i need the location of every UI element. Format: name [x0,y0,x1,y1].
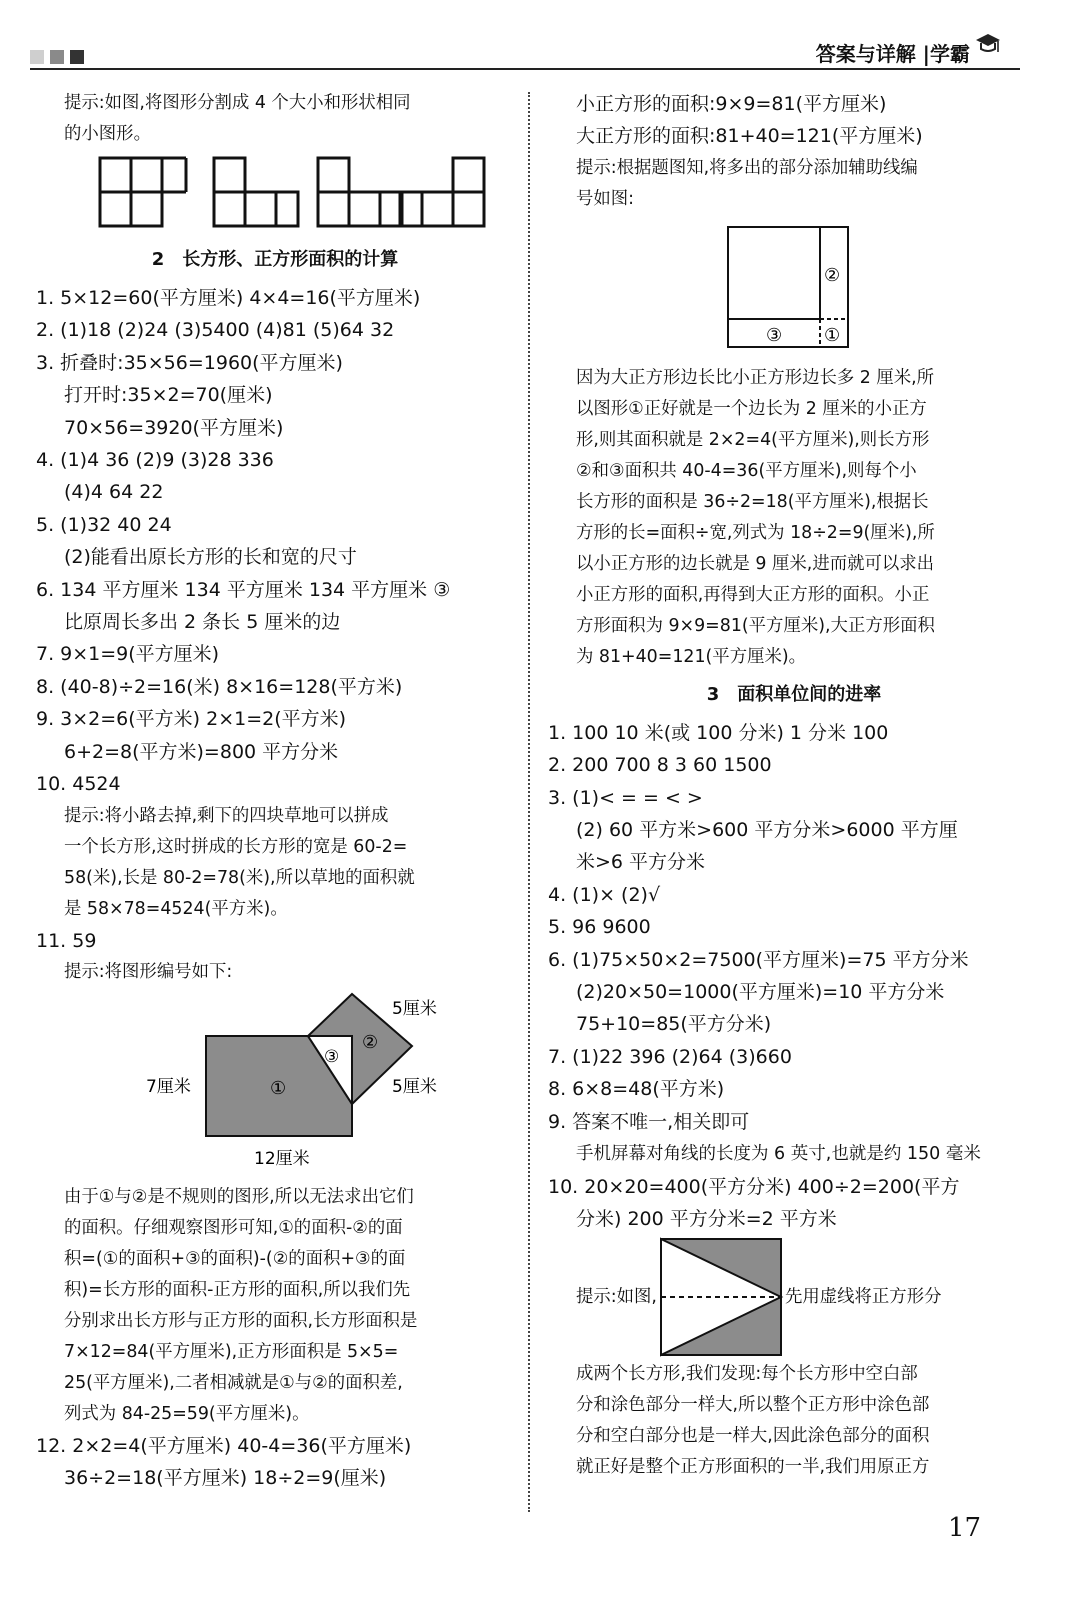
circled-2-label: ② [824,264,841,286]
explain-line: 由于①与②是不规则的图形,所以无法求出它们 [64,1186,414,1207]
explain-line: 分别求出长方形与正方形的面积,长方形面积是 [64,1310,418,1331]
header-square-3 [70,50,84,64]
answer-line: 小正方形的面积:9×9=81(平方厘米) [576,93,887,115]
explain-line: 形,则其面积就是 2×2=4(平方厘米),则长方形 [576,429,930,450]
section-2-heading [36,238,514,282]
answer-line: 12. 2×2=4(平方厘米) 40-4=36(平方厘米) [36,1434,412,1457]
hint-left-text: 提示:如图, [576,1286,657,1307]
answer-line: (2) 60 平方米>600 平方分米>6000 平方厘 [576,819,958,842]
side-label-12cm: 12厘米 [254,1148,310,1169]
section-3-heading [548,673,1040,717]
answer-line: 打开时:35×2=70(厘米) [64,384,273,407]
answer-line: 9. 答案不唯一,相关即可 [548,1110,750,1133]
answer-line: 10. 4524 [36,773,121,796]
explain-line: 长方形的面积是 36÷2=18(平方厘米),根据长 [576,491,929,512]
section-number: 3 [706,683,720,705]
answer-line: 4. (1)× (2)√ [548,883,661,906]
explain-line: 分和空白部分也是一样大,因此涂色部分的面积 [576,1426,930,1447]
circled-1-label: ① [270,1077,287,1099]
page-header [30,30,1020,70]
answer-line: 6. 134 平方厘米 134 平方厘米 134 平方厘米 ③ [36,578,451,601]
answer-line: 8. (40-8)÷2=16(米) 8×16=128(平方米) [36,675,403,698]
square-triangle-figure [657,1235,785,1359]
circled-3-label: ③ [766,324,783,346]
circled-2-label: ② [362,1031,379,1053]
explain-line: 方形面积为 9×9=81(平方厘米),大正方形面积 [576,615,935,636]
explain-line: 25(平方厘米),二者相减就是①与②的面积差, [64,1372,403,1393]
answer-line: 米>6 平方分米 [576,851,706,874]
side-label-7cm: 7厘米 [146,1076,191,1097]
answer-line: 2. 200 700 8 3 60 1500 [548,754,772,777]
left-column [36,88,514,1495]
hint-line: 提示:根据题图知,将多出的部分添加辅助线编 [576,157,918,178]
answer-line: 比原周长多出 2 条长 5 厘米的边 [64,611,341,634]
explain-line: 积=(①的面积+③的面积)-(②的面积+③的面 [64,1248,406,1269]
answer-line: (2)能看出原长方形的长和宽的尺寸 [64,546,357,569]
section-title: 面积单位间的进率 [737,683,882,705]
column-divider [528,92,530,1512]
answer-line: 5. (1)32 40 24 [36,513,172,536]
answer-line: 8. 6×8=48(平方米) [548,1078,725,1101]
hint-line: 提示:如图,将图形分割成 4 个大小和形状相同 [64,93,411,113]
section-number: 2 [151,249,165,270]
answer-line: 1. 5×12=60(平方厘米) 4×4=16(平方厘米) [36,287,421,309]
hint-right-text: 先用虚线将正方形分 [784,1286,942,1307]
header-square-2 [50,50,64,64]
answer-line: 1. 100 10 米(或 100 分米) 1 分米 100 [548,721,889,744]
explain-line: 方形的长=面积÷宽,列式为 18÷2=9(厘米),所 [576,522,935,543]
answer-line: 70×56=3920(平方厘米) [64,416,284,439]
answer-line: 大正方形的面积:81+40=121(平方厘米) [576,125,923,148]
answer-line: 手机屏幕对角线的长度为 6 英寸,也就是约 150 毫米 [576,1144,981,1165]
answer-line: 3. (1)< = = < > [548,786,703,809]
square-split-figure [548,219,1028,359]
explain-line: 分和涂色部分一样大,所以整个正方形中涂色部 [576,1395,930,1416]
circled-3-label: ③ [324,1046,340,1067]
explain-line: 就正好是整个正方形面积的一半,我们用原正方 [576,1457,930,1478]
hint-line: 提示:将小路去掉,剩下的四块草地可以拼成 [64,805,389,826]
answer-line: (4)4 64 22 [64,481,164,504]
explain-line: 积)=长方形的面积-正方形的面积,所以我们先 [64,1279,411,1300]
hint-line: 58(米),长是 80-2=78(米),所以草地的面积就 [64,867,415,888]
explain-line: 小正方形的面积,再得到大正方形的面积。小正 [576,584,930,605]
answer-line: 7. (1)22 396 (2)64 (3)660 [548,1045,792,1068]
side-label-5cm-top: 5厘米 [392,998,437,1019]
answer-line: 分米) 200 平方分米=2 平方米 [576,1207,837,1230]
answer-line: 6. (1)75×50×2=7500(平方厘米)=75 平方分米 [548,948,969,971]
answer-line: 10. 20×20=400(平方分米) 400÷2=200(平方 [548,1175,960,1198]
side-label-5cm-bottom: 5厘米 [392,1076,437,1097]
answer-line: 4. (1)4 36 (2)9 (3)28 336 [36,449,274,472]
explain-line: 以小正方形的边长就是 9 厘米,进而就可以求出 [576,553,935,574]
hint-10-row [548,1235,1040,1359]
answer-line: 9. 3×2=6(平方米) 2×1=2(平方米) [36,708,347,731]
answer-line: 6+2=8(平方米)=800 平方分米 [64,740,339,763]
explain-line: 为 81+40=121(平方厘米)。 [576,646,807,667]
explain-line: 的面积。仔细观察图形可知,①的面积-②的面 [64,1217,403,1238]
split-shapes-figure [36,154,506,234]
explain-line: 成两个长方形,我们发现:每个长方形中空白部 [576,1364,918,1385]
rectangle-square-figure [36,992,506,1178]
answer-line: (2)20×50=1000(平方厘米)=10 平方分米 [576,981,945,1004]
explain-line: 7×12=84(平方厘米),正方形面积是 5×5= [64,1341,399,1362]
hint-line: 号如图: [576,188,635,209]
hint-line: 的小图形。 [64,124,151,144]
circled-1-label: ① [824,324,841,346]
header-brand: 答案与详解 |学霸 [815,42,970,66]
answer-line: 36÷2=18(平方厘米) 18÷2=9(厘米) [64,1467,387,1490]
explain-line: 列式为 84-25=59(平方厘米)。 [64,1403,310,1424]
answer-line: 75+10=85(平方分米) [576,1013,772,1036]
right-column [548,88,1040,1483]
graduation-cap-icon [974,32,1002,58]
answer-line: 7. 9×1=9(平方厘米) [36,643,220,666]
answer-line: 5. 96 9600 [548,916,651,939]
header-square-1 [30,50,44,64]
answer-line: 3. 折叠时:35×56=1960(平方厘米) [36,351,343,374]
explain-line: 以图形①正好就是一个边长为 2 厘米的小正方 [576,398,927,419]
page-number: 17 [948,1513,982,1543]
answer-line: 2. (1)18 (2)24 (3)5400 (4)81 (5)64 32 [36,319,395,342]
section-title: 长方形、正方形面积的计算 [182,249,399,270]
hint-line: 是 58×78=4524(平方米)。 [64,898,288,919]
explain-line: 因为大正方形边长比小正方形边长多 2 厘米,所 [576,367,935,388]
answer-line: 11. 59 [36,929,97,952]
hint-line: 提示:将图形编号如下: [64,961,233,982]
explain-line: ②和③面积共 40-4=36(平方厘米),则每个小 [576,460,917,481]
hint-line: 一个长方形,这时拼成的长方形的宽是 60-2= [64,836,408,857]
header-rule [30,68,1020,70]
